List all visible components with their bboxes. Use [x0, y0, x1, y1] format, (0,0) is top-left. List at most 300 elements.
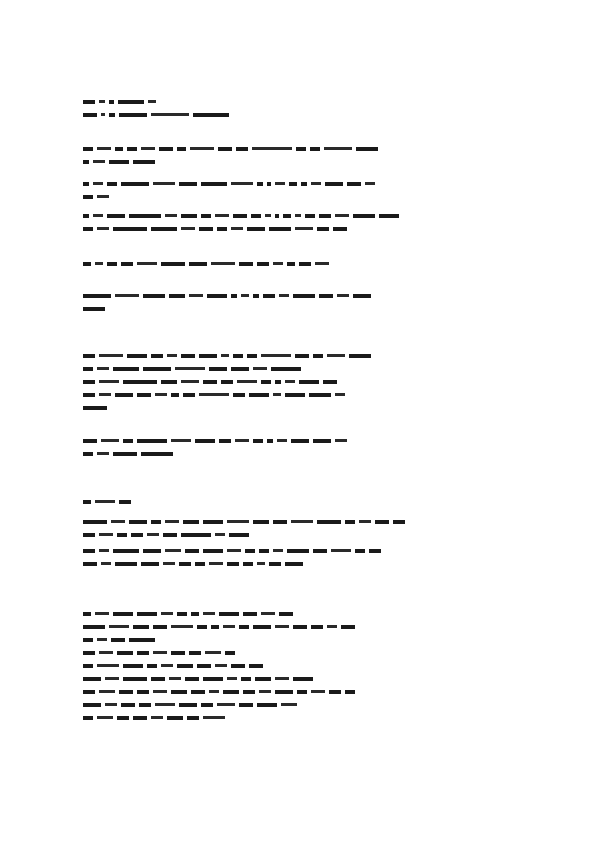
word-mark — [365, 182, 375, 185]
word-mark — [209, 562, 223, 565]
word-mark — [143, 549, 161, 553]
word-mark — [273, 393, 281, 396]
word-mark — [171, 625, 193, 628]
word-mark — [273, 520, 287, 524]
paragraph-10 — [83, 607, 513, 724]
word-mark — [235, 439, 249, 442]
text-line — [83, 698, 513, 711]
word-mark — [97, 195, 109, 198]
word-mark — [115, 147, 123, 151]
word-mark — [203, 520, 223, 524]
paragraph-9 — [83, 544, 513, 570]
word-mark — [129, 520, 147, 524]
word-mark — [217, 227, 227, 231]
word-mark — [161, 612, 173, 615]
word-mark — [163, 562, 175, 565]
word-mark — [275, 677, 289, 680]
text-line — [83, 289, 513, 302]
word-mark — [121, 262, 133, 266]
word-mark — [243, 612, 257, 616]
word-mark — [345, 690, 355, 694]
word-mark — [151, 716, 163, 719]
word-mark — [83, 406, 107, 410]
word-mark — [119, 690, 133, 694]
word-mark — [137, 690, 149, 694]
word-mark — [201, 182, 227, 186]
word-mark — [101, 439, 119, 442]
word-mark — [329, 690, 341, 694]
word-mark — [137, 262, 157, 265]
word-mark — [247, 227, 265, 231]
word-mark — [275, 214, 279, 218]
word-mark — [275, 690, 293, 694]
word-mark — [161, 262, 185, 266]
word-mark — [293, 677, 313, 681]
word-mark — [99, 354, 123, 357]
text-line — [83, 646, 513, 659]
word-mark — [257, 703, 277, 707]
word-mark — [83, 562, 97, 566]
word-mark — [311, 690, 325, 693]
word-mark — [83, 664, 93, 668]
word-mark — [197, 664, 211, 668]
word-mark — [323, 380, 337, 384]
word-mark — [201, 703, 213, 707]
word-mark — [233, 354, 243, 358]
word-mark — [319, 214, 331, 218]
word-mark — [333, 227, 347, 231]
word-mark — [181, 214, 197, 218]
word-mark — [221, 380, 233, 384]
word-mark — [257, 182, 263, 186]
word-mark — [83, 716, 93, 720]
word-mark — [299, 262, 311, 266]
word-mark — [293, 294, 315, 298]
word-mark — [233, 393, 245, 397]
word-mark — [137, 612, 157, 616]
word-mark — [133, 160, 155, 164]
word-mark — [317, 227, 329, 231]
word-mark — [181, 380, 199, 383]
word-mark — [159, 147, 173, 151]
word-mark — [261, 354, 291, 357]
word-mark — [119, 113, 147, 117]
word-mark — [369, 549, 381, 553]
word-mark — [97, 716, 113, 719]
word-mark — [95, 612, 109, 615]
word-mark — [217, 703, 235, 706]
word-mark — [97, 638, 107, 641]
word-mark — [83, 147, 93, 151]
word-mark — [118, 100, 144, 104]
word-mark — [151, 354, 163, 358]
word-mark — [121, 182, 149, 186]
word-mark — [83, 227, 93, 231]
word-mark — [241, 677, 251, 681]
word-mark — [161, 380, 177, 384]
word-mark — [190, 147, 214, 150]
word-mark — [163, 533, 177, 537]
word-mark — [231, 182, 253, 185]
word-mark — [181, 354, 195, 358]
word-mark — [227, 677, 237, 680]
word-mark — [209, 367, 227, 371]
word-mark — [252, 147, 292, 150]
word-mark — [239, 262, 253, 266]
word-mark — [253, 520, 269, 524]
word-mark — [123, 439, 133, 443]
word-mark — [295, 214, 301, 217]
word-mark — [147, 533, 159, 536]
word-mark — [111, 520, 125, 523]
text-line — [83, 95, 513, 108]
word-mark — [93, 214, 103, 217]
word-mark — [95, 262, 103, 265]
word-mark — [97, 367, 109, 370]
word-mark — [271, 367, 301, 371]
word-mark — [133, 716, 147, 720]
word-mark — [237, 380, 257, 383]
word-mark — [231, 227, 243, 230]
word-mark — [161, 664, 173, 667]
word-mark — [83, 452, 93, 456]
word-mark — [83, 113, 97, 117]
word-mark — [123, 677, 147, 681]
word-mark — [257, 562, 265, 565]
word-mark — [199, 354, 217, 358]
word-mark — [83, 677, 101, 681]
word-mark — [83, 307, 105, 311]
word-mark — [83, 703, 101, 707]
word-mark — [349, 354, 371, 358]
word-mark — [293, 625, 307, 629]
word-mark — [179, 182, 197, 186]
word-mark — [259, 549, 269, 553]
word-mark — [117, 533, 127, 537]
word-mark — [99, 393, 111, 396]
word-mark — [359, 520, 371, 523]
paragraph-7 — [83, 434, 513, 460]
word-mark — [97, 147, 111, 150]
header-block — [83, 95, 513, 121]
word-mark — [115, 393, 133, 397]
word-mark — [107, 214, 125, 218]
quote-paragraph — [83, 289, 513, 315]
word-mark — [151, 677, 165, 681]
word-mark — [203, 716, 225, 719]
word-mark — [123, 664, 143, 668]
word-mark — [279, 612, 293, 616]
word-mark — [153, 690, 167, 693]
word-mark — [296, 147, 306, 151]
text-line — [83, 155, 513, 168]
word-mark — [227, 549, 241, 552]
word-mark — [147, 664, 157, 668]
word-mark — [83, 625, 105, 629]
word-mark — [155, 393, 167, 396]
word-mark — [143, 367, 171, 371]
word-mark — [311, 625, 323, 629]
text-line — [83, 685, 513, 698]
paragraph-2 — [83, 177, 513, 203]
word-mark — [317, 520, 341, 524]
word-mark — [231, 294, 237, 298]
word-mark — [331, 549, 351, 552]
word-mark — [341, 625, 355, 629]
word-mark — [107, 262, 117, 266]
word-mark — [151, 113, 189, 116]
word-mark — [257, 262, 269, 266]
word-mark — [83, 651, 95, 655]
word-mark — [141, 147, 155, 150]
word-mark — [189, 294, 203, 297]
word-mark — [83, 638, 93, 642]
word-mark — [285, 562, 303, 566]
word-mark — [289, 182, 297, 186]
word-mark — [283, 214, 291, 218]
word-mark — [189, 651, 201, 655]
word-mark — [97, 452, 109, 455]
word-mark — [105, 677, 119, 680]
text-line — [83, 302, 513, 315]
word-mark — [218, 147, 232, 151]
word-mark — [201, 214, 211, 218]
word-mark — [239, 625, 249, 629]
text-line — [83, 659, 513, 672]
word-mark — [83, 214, 89, 218]
word-mark — [115, 294, 139, 297]
word-mark — [261, 612, 275, 615]
word-mark — [313, 439, 331, 443]
word-mark — [113, 612, 133, 616]
word-mark — [83, 520, 107, 524]
word-mark — [83, 533, 95, 537]
word-mark — [337, 294, 349, 297]
word-mark — [267, 182, 271, 186]
word-mark — [83, 262, 91, 266]
word-mark — [117, 716, 129, 720]
word-mark — [203, 380, 217, 384]
word-mark — [295, 227, 313, 230]
word-mark — [83, 690, 95, 694]
word-mark — [223, 625, 235, 628]
word-mark — [169, 294, 185, 298]
word-mark — [83, 100, 95, 104]
word-mark — [275, 380, 281, 384]
word-mark — [107, 182, 117, 186]
word-mark — [275, 182, 285, 185]
word-mark — [203, 677, 223, 681]
word-mark — [285, 393, 305, 397]
word-mark — [93, 182, 103, 185]
word-mark — [99, 533, 113, 536]
word-mark — [99, 690, 115, 693]
word-mark — [223, 690, 239, 694]
word-mark — [167, 716, 183, 720]
word-mark — [127, 354, 147, 358]
word-mark — [153, 651, 167, 654]
text-line — [83, 362, 513, 375]
word-mark — [171, 393, 179, 397]
text-line — [83, 607, 513, 620]
word-mark — [319, 294, 333, 298]
word-mark — [167, 354, 177, 357]
word-mark — [251, 214, 261, 218]
word-mark — [253, 294, 259, 298]
word-mark — [99, 100, 105, 103]
word-mark — [99, 651, 113, 654]
word-mark — [253, 439, 263, 443]
word-mark — [247, 354, 257, 358]
word-mark — [171, 690, 187, 694]
word-mark — [97, 664, 119, 667]
word-mark — [275, 625, 289, 628]
text-line — [83, 349, 513, 362]
word-mark — [99, 549, 109, 552]
text-line — [83, 142, 513, 155]
word-mark — [253, 625, 271, 629]
text-line — [83, 528, 513, 541]
word-mark — [325, 182, 343, 186]
word-mark — [263, 294, 275, 298]
word-mark — [151, 520, 161, 524]
word-mark — [171, 651, 185, 655]
word-mark — [148, 100, 156, 103]
word-mark — [129, 638, 155, 642]
word-mark — [299, 380, 319, 384]
word-mark — [185, 549, 199, 553]
word-mark — [356, 147, 378, 151]
word-mark — [101, 562, 111, 565]
word-mark — [83, 367, 93, 371]
word-mark — [310, 147, 320, 151]
text-line — [83, 177, 513, 190]
word-mark — [199, 393, 229, 396]
word-mark — [95, 500, 115, 503]
text-line — [83, 557, 513, 570]
word-mark — [177, 612, 187, 616]
word-mark — [137, 439, 167, 443]
word-mark — [225, 651, 235, 655]
word-mark — [141, 452, 173, 456]
text-line — [83, 633, 513, 646]
word-mark — [151, 227, 177, 231]
word-mark — [309, 393, 331, 397]
word-mark — [335, 214, 349, 217]
word-mark — [205, 651, 221, 654]
word-mark — [215, 664, 227, 667]
word-mark — [327, 625, 337, 628]
word-mark — [113, 367, 139, 371]
word-mark — [313, 549, 327, 553]
text-line — [83, 190, 513, 203]
text-line — [83, 495, 513, 508]
word-mark — [231, 664, 245, 668]
word-mark — [193, 113, 229, 117]
text-line — [83, 711, 513, 724]
word-mark — [335, 439, 347, 442]
word-mark — [281, 703, 297, 706]
word-mark — [324, 147, 352, 150]
word-mark — [355, 549, 365, 553]
word-mark — [105, 703, 117, 706]
word-mark — [347, 182, 361, 186]
word-mark — [269, 227, 291, 231]
paragraph-3 — [83, 209, 513, 235]
word-mark — [375, 520, 389, 524]
word-mark — [185, 677, 199, 681]
word-mark — [155, 703, 175, 706]
word-mark — [243, 690, 255, 694]
word-mark — [187, 716, 199, 720]
word-mark — [315, 262, 329, 265]
word-mark — [133, 625, 149, 629]
word-mark — [345, 520, 355, 524]
word-mark — [301, 182, 307, 186]
word-mark — [199, 227, 213, 231]
word-mark — [127, 147, 137, 151]
word-mark — [335, 393, 345, 396]
word-mark — [119, 500, 131, 504]
word-mark — [83, 354, 95, 358]
word-mark — [215, 214, 229, 217]
word-mark — [287, 549, 309, 553]
word-mark — [109, 160, 129, 164]
paragraph-8 — [83, 515, 513, 541]
word-mark — [327, 354, 345, 357]
text-line — [83, 434, 513, 447]
word-mark — [165, 520, 179, 523]
word-mark — [203, 612, 215, 615]
word-mark — [243, 562, 253, 566]
word-mark — [313, 354, 323, 358]
text-line — [83, 620, 513, 633]
word-mark — [153, 625, 167, 629]
word-mark — [279, 294, 289, 297]
word-mark — [109, 113, 115, 117]
word-mark — [203, 549, 223, 553]
word-mark — [255, 677, 271, 681]
word-mark — [141, 562, 159, 566]
word-mark — [83, 294, 111, 298]
word-mark — [191, 612, 199, 616]
paragraph-4 — [83, 257, 513, 270]
word-mark — [143, 294, 165, 298]
text-line — [83, 222, 513, 235]
word-mark — [197, 625, 207, 629]
word-mark — [195, 562, 205, 566]
word-mark — [305, 214, 315, 218]
text-line — [83, 544, 513, 557]
word-mark — [191, 690, 205, 694]
word-mark — [117, 651, 133, 655]
word-mark — [353, 214, 375, 218]
word-mark — [259, 690, 271, 693]
word-mark — [181, 533, 211, 537]
word-mark — [241, 294, 249, 297]
word-mark — [183, 393, 195, 397]
word-mark — [219, 439, 231, 443]
word-mark — [177, 147, 186, 151]
text-line — [83, 388, 513, 401]
word-mark — [169, 677, 181, 680]
word-mark — [181, 227, 195, 230]
word-mark — [269, 562, 281, 566]
word-mark — [291, 520, 313, 523]
word-mark — [97, 227, 109, 230]
word-mark — [123, 380, 157, 384]
word-mark — [245, 549, 255, 553]
